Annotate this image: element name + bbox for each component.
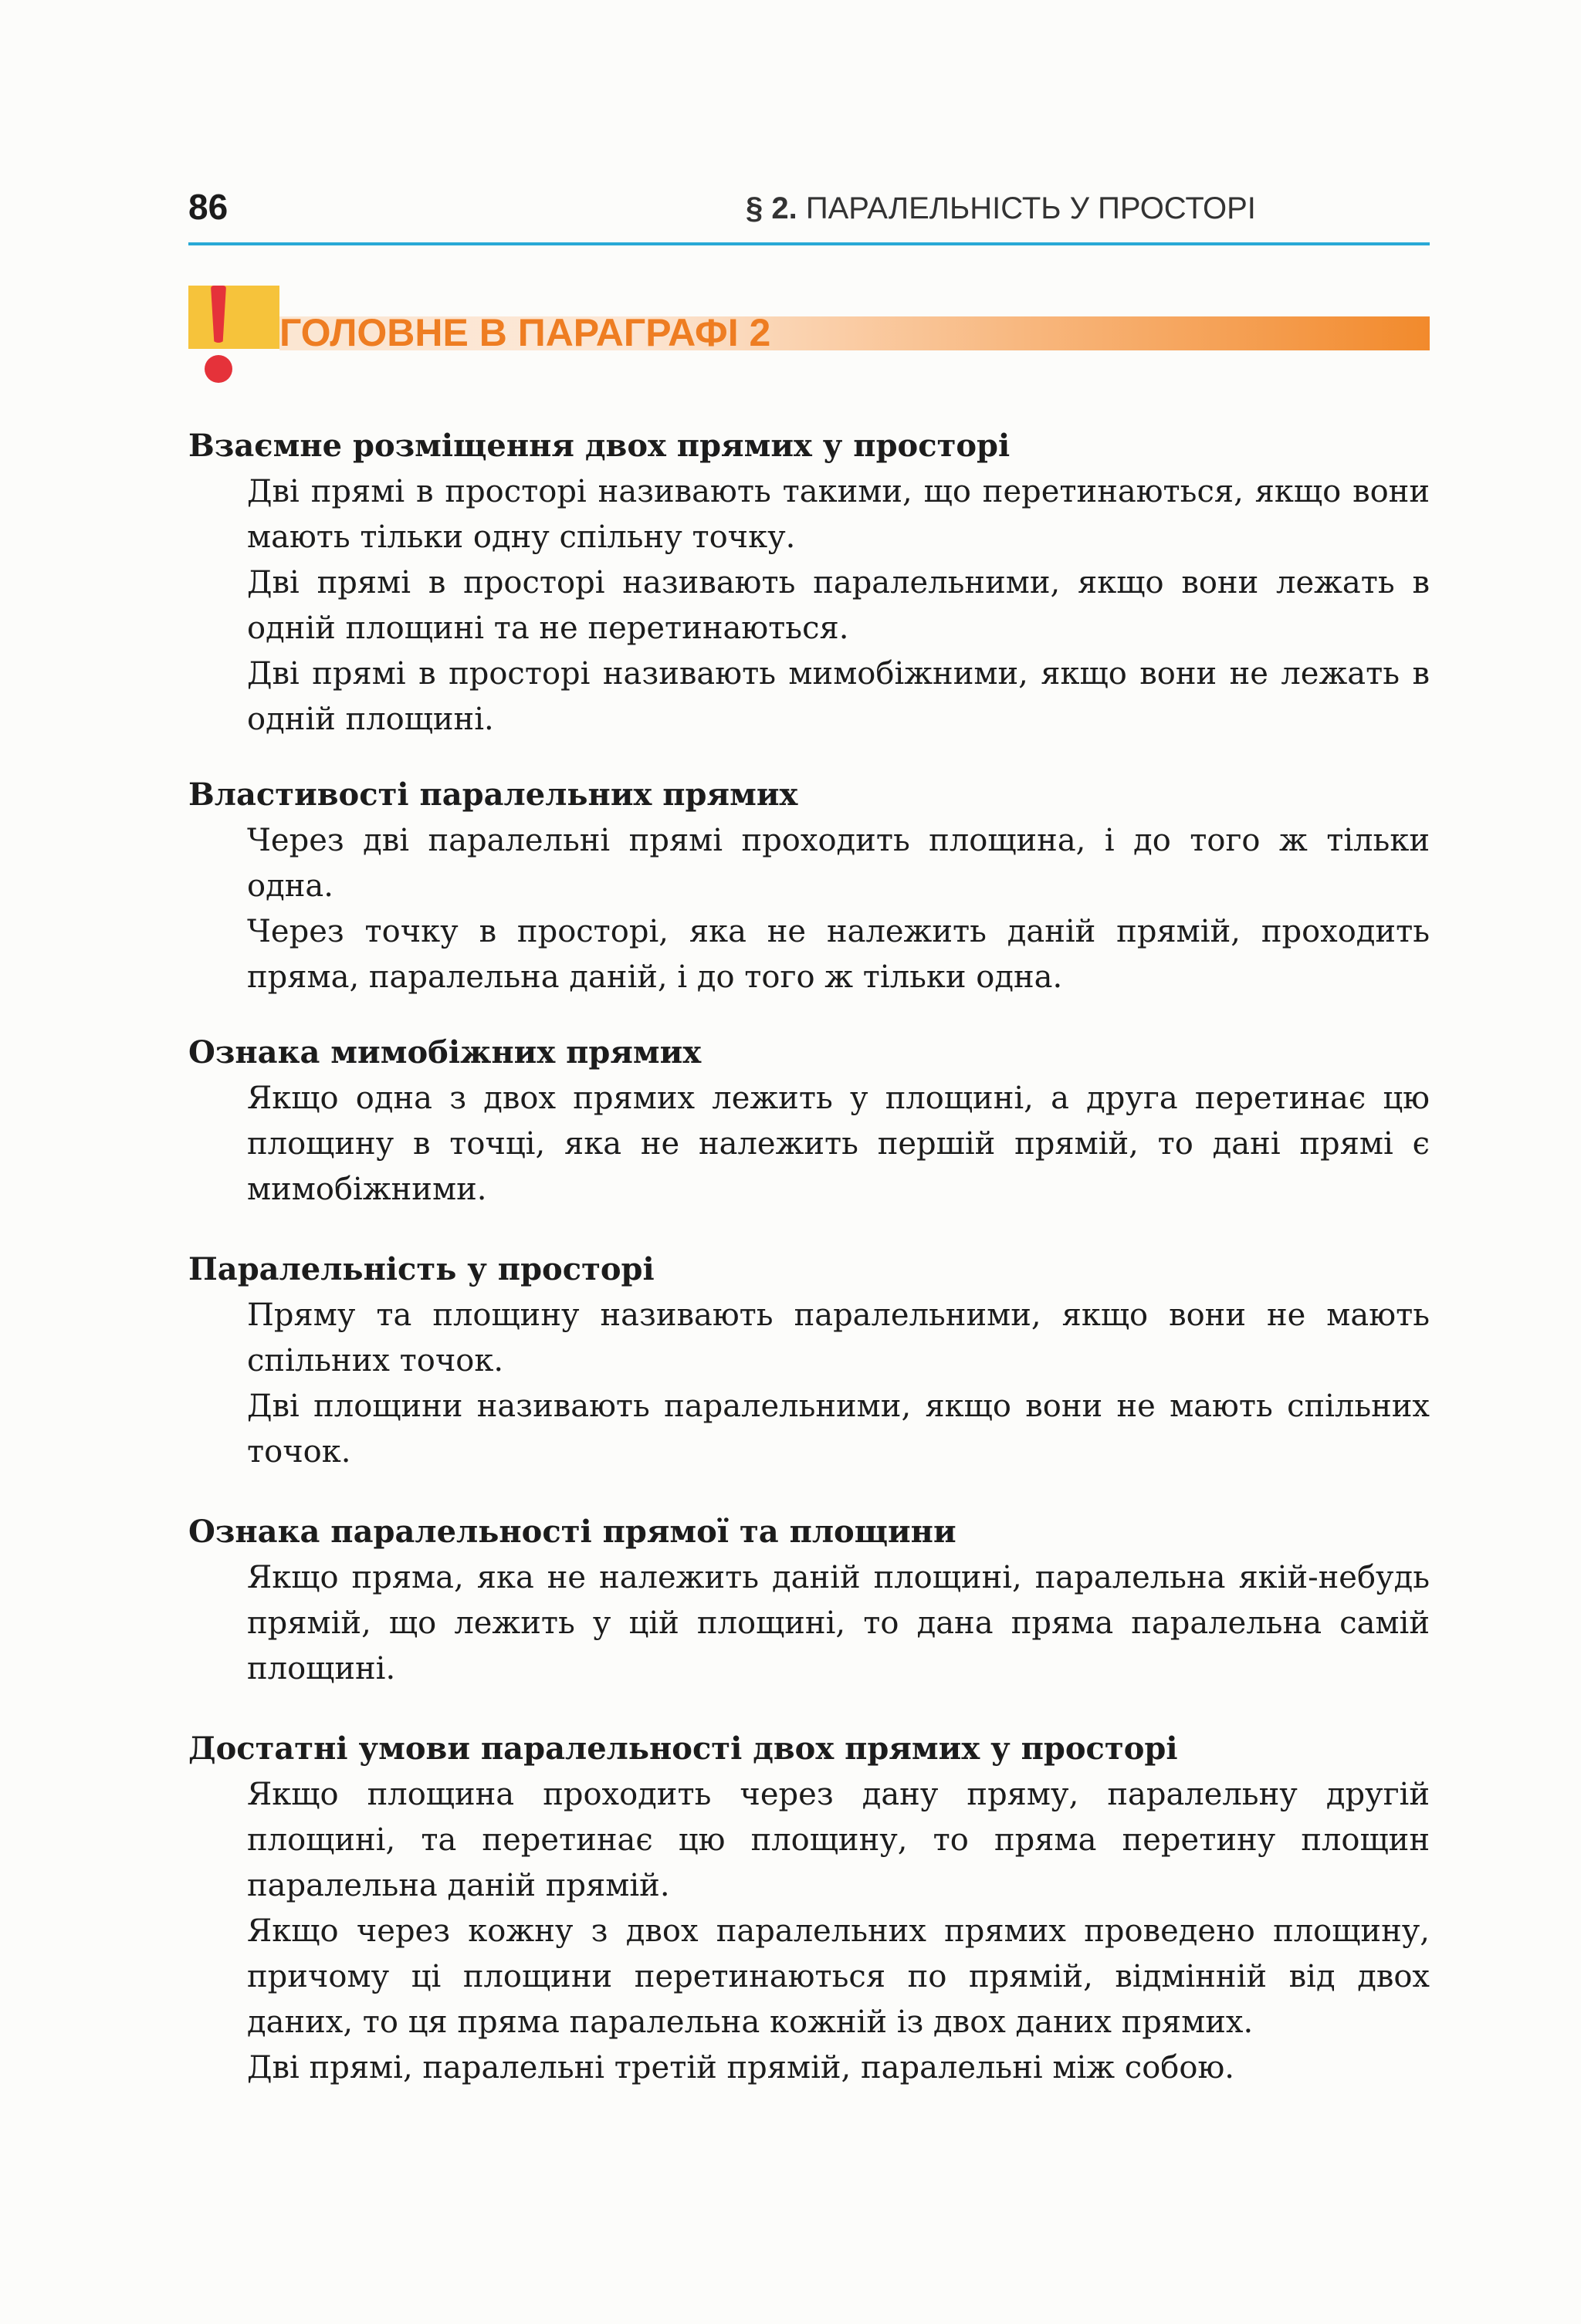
- topic-heading: Властивості паралельних прямих: [188, 776, 798, 813]
- topic-skew-criterion: [188, 1030, 1430, 1213]
- topic-body: [247, 1293, 1430, 1475]
- topic-heading: Паралельність у просторі: [188, 1251, 655, 1287]
- topic-paragraph: Якщо через кожну з двох паралельних прямих проведено площину, причому ці площини перетинаються по прямій, відмінній від двох даних, то ця пряма паралельна кожній із двох даних прямих.: [247, 1913, 1430, 2040]
- exclamation-dot: [205, 355, 232, 383]
- exclamation-stem: [211, 286, 226, 343]
- exclamation-icon: [201, 286, 235, 386]
- page-number: 86: [188, 187, 229, 227]
- summary-title: ГОЛОВНЕ В ПАРАГРАФІ 2: [279, 311, 771, 354]
- section-title: ПАРАЛЕЛЬНІСТЬ У ПРОСТОРІ: [805, 191, 1256, 225]
- topic-paragraph: Через точку в просторі, яка не належить даній прямій, проходить пряма, паралельна даній, і до того ж тільки одна.: [247, 914, 1430, 995]
- summary-content: [188, 423, 1430, 2091]
- topic-paragraph: Якщо пряма, яка не належить даній площині, паралельна якій-небудь прямій, що лежить у цій площині, то дана пряма паралельна самій площині.: [247, 1560, 1430, 1686]
- topic-body: [247, 1772, 1430, 2091]
- topic-sufficient-conditions: [188, 1726, 1430, 2091]
- topic-paragraph: Через дві паралельні прямі проходить площина, і до того ж тільки одна.: [247, 823, 1430, 904]
- topic-paragraph: Дві прямі в просторі називають мимобіжними, якщо вони не лежать в одній площині.: [247, 656, 1430, 737]
- topic-heading: Достатні умови паралельності двох прямих у просторі: [188, 1730, 1178, 1767]
- topic-line-plane-criterion: [188, 1509, 1430, 1692]
- topic-paragraph: Дві прямі в просторі називають паралельними, якщо вони лежать в одній площині та не перетинаються.: [247, 565, 1430, 646]
- topic-body: [247, 818, 1430, 1000]
- topic-parallel-properties: [188, 772, 1430, 1000]
- page-header: [188, 184, 1430, 245]
- topic-parallelism-in-space: [188, 1247, 1430, 1475]
- topic-paragraph: Пряму та площину називають паралельними, якщо вони не мають спільних точок.: [247, 1297, 1430, 1379]
- section-label: [746, 187, 1256, 230]
- topic-paragraph: Якщо одна з двох прямих лежить у площині, а друга перетинає цю площину в точці, яка не належить першій прямій, то дані прямі є мимобіжними.: [247, 1081, 1430, 1207]
- topic-paragraph: Дві прямі в просторі називають такими, що перетинаються, якщо вони мають тільки одну спільну точку.: [247, 474, 1430, 555]
- summary-banner: [188, 286, 1430, 386]
- topic-paragraph: Якщо площина проходить через дану пряму, паралельну другій площині, та перетинає цю площину, то пряма перетину площин паралельна даній прямій.: [247, 1777, 1430, 1903]
- section-number: § 2.: [746, 191, 797, 225]
- topic-body: [247, 469, 1430, 743]
- topic-body: [247, 1555, 1430, 1692]
- topic-heading: Взаємне розміщення двох прямих у просторі: [188, 428, 1011, 464]
- topic-paragraph: Дві площини називають паралельними, якщо вони не мають спільних точок.: [247, 1389, 1430, 1470]
- topic-paragraph: Дві прямі, паралельні третій прямій, паралельні між собою.: [247, 2050, 1234, 2086]
- topic-heading: Ознака паралельності прямої та площини: [188, 1514, 956, 1550]
- topic-heading: Ознака мимобіжних прямих: [188, 1034, 702, 1071]
- topic-mutual-position: [188, 423, 1430, 743]
- topic-body: [247, 1076, 1430, 1213]
